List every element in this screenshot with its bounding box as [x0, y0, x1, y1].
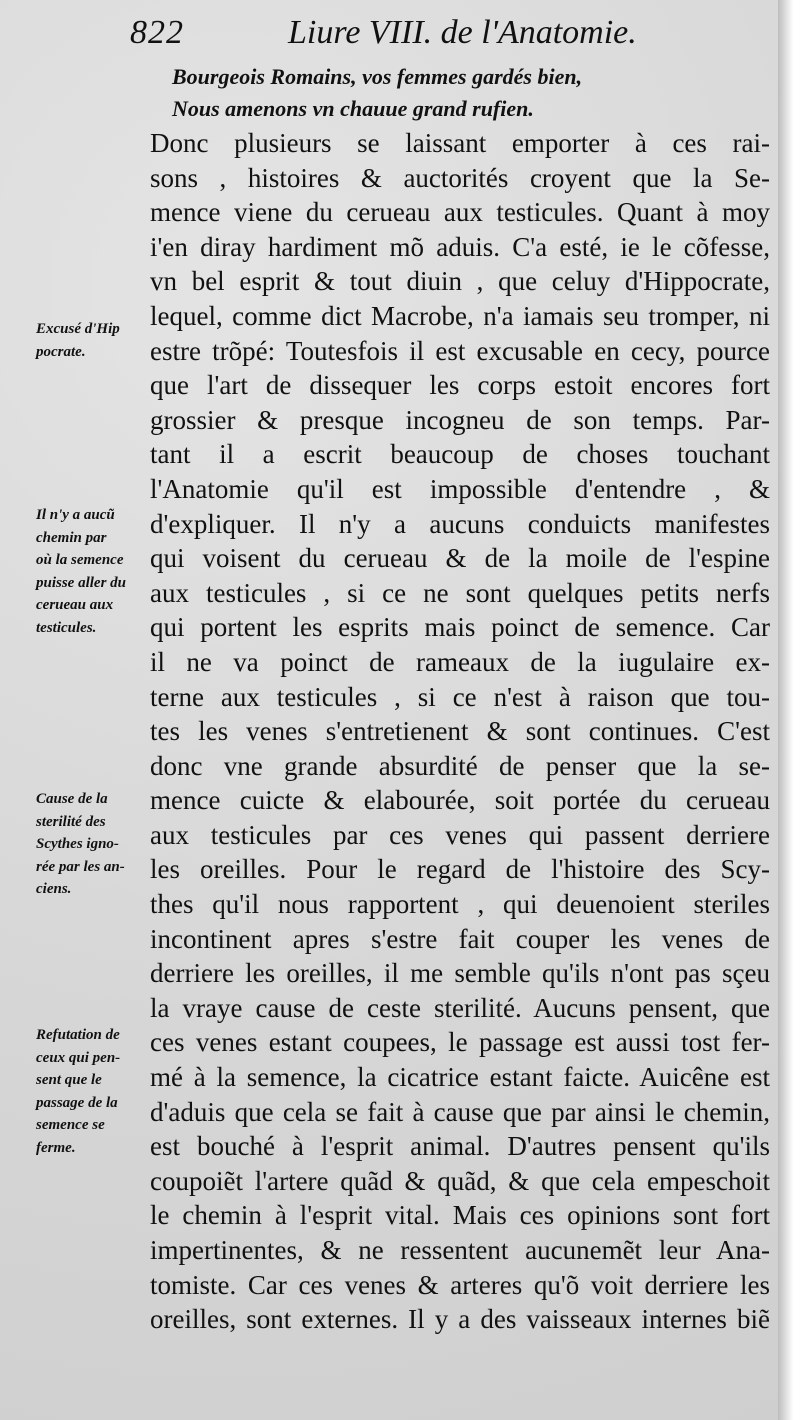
- body-line: terne aux testicules , si ce n'est à raison que tou-: [150, 681, 770, 712]
- body-line: l'Anatomie qu'il est impossible d'entendre , &: [150, 473, 770, 504]
- body-line: d'aduis que cela se fait à cause que par ainsi le chemin,: [150, 1096, 770, 1127]
- margin-note-line: passage de la: [36, 1094, 118, 1111]
- body-line: mence viene du cerueau aux testicules. Quant à moy: [150, 197, 770, 228]
- body-line: est bouché à l'esprit animal. D'autres pensent qu'ils: [150, 1131, 770, 1162]
- body-line: incontinent apres s'estre fait couper les venes de: [150, 923, 770, 954]
- body-line: Donc plusieurs se laissant emporter à ces rai-: [150, 128, 770, 158]
- body-line: donc vne grande absurdité de penser que la se-: [150, 750, 770, 781]
- body-text: [150, 126, 770, 1337]
- margin-note-line: où la semence: [36, 552, 124, 568]
- margin-note-line: testicules.: [36, 619, 97, 636]
- body-line: que l'art de dissequer les corps estoit encores fort: [150, 370, 770, 401]
- margin-note-line: chemin par: [36, 529, 107, 546]
- body-line: lequel, comme dict Macrobe, n'a iamais seu tromper, ni: [150, 300, 770, 331]
- body-line: impertinentes, & ne ressentent aucunemẽt leur Ana-: [150, 1235, 770, 1265]
- body-line: thes qu'il nous rapportent , qui deuenoient steriles: [150, 889, 770, 920]
- margin-note-line: Il n'y a aucũ: [36, 507, 115, 523]
- body-line: vn bel esprit & tout diuin , que celuy d'Hippocrate,: [150, 266, 770, 297]
- margin-note-line: Scythes igno-: [36, 836, 119, 852]
- running-head: Liure VIII. de l'Anatomie.: [288, 14, 637, 51]
- body-line: tomiste. Car ces venes & arteres qu'õ voit derriere les: [150, 1269, 770, 1300]
- body-line: oreilles, sont externes. Il y a des vaisseaux internes biẽ: [150, 1304, 770, 1335]
- verse-line-1: Bourgeois Romains, vos femmes gardés bien,: [172, 64, 583, 89]
- margin-note-line: pocrate.: [36, 343, 86, 360]
- body-line: estre trõpé: Toutesfois il est excusable en cecy, pource: [150, 335, 770, 366]
- body-line: ces venes estant coupees, le passage est aussi tost fer-: [150, 1027, 770, 1058]
- margin-note-line: rée par les an-: [36, 858, 125, 875]
- body-line: aux testicules par ces venes qui passent derriere: [150, 819, 770, 850]
- body-line: grossier & presque incogneu de son temps. Par-: [150, 404, 770, 435]
- margin-note-line: ciens.: [36, 881, 72, 897]
- margin-note-line: Excusé d'Hip: [36, 321, 120, 337]
- body-line: aux testicules , si ce ne sont quelques petits nerfs: [150, 577, 770, 608]
- body-line: le chemin à l'esprit vital. Mais ces opinions sont fort: [150, 1200, 770, 1231]
- body-line: i'en diray hardiment mõ aduis. C'a esté, ie le cõfesse,: [150, 231, 770, 262]
- margin-note-line: Refutation de: [36, 1027, 120, 1043]
- margin-note-excuse-hippocrate: [36, 318, 154, 363]
- margin-note-line: ferme.: [36, 1139, 76, 1156]
- page-edge: [778, 0, 800, 1420]
- body-line: il ne va poinct de rameaux de la iugulaire ex-: [150, 646, 770, 677]
- margin-note-refutation: [36, 1024, 154, 1159]
- body-line: les oreilles. Pour le regard de l'histoire des Scy-: [150, 854, 770, 885]
- page-header: [130, 14, 670, 62]
- margin-note-line: puisse aller du: [36, 574, 127, 591]
- margin-note-scythes: [36, 788, 154, 901]
- margin-note-line: sterilité des: [36, 813, 106, 830]
- body-line: mé à la semence, la cicatrice estant faicte. Auicêne est: [150, 1062, 770, 1093]
- body-line: la vraye cause de ceste sterilité. Aucuns pensent, que: [150, 992, 770, 1023]
- margin-note-line: cerueau aux: [36, 597, 114, 613]
- body-line: d'expliquer. Il n'y a aucuns conduicts manifestes: [150, 508, 770, 539]
- body-line: mence cuicte & elabourée, soit portée du cerueau: [150, 785, 770, 816]
- margin-note-line: sent que le: [36, 1072, 102, 1088]
- margin-note-line: ceux qui pen-: [36, 1049, 121, 1066]
- body-line: derriere les oreilles, il me semble qu'ils n'ont pas sçeu: [150, 958, 770, 989]
- body-line: qui voisent du cerueau & de la moile de l'espine: [150, 543, 770, 574]
- page-number: 822: [130, 14, 184, 51]
- body-line: coupoiẽt l'artere quãd & quãd, & que cela empeschoit: [150, 1165, 770, 1196]
- body-line: tant il a escrit beaucoup de choses touchant: [150, 439, 770, 470]
- body-line: sons , histoires & auctorités croyent que la Se-: [150, 162, 770, 193]
- margin-note-no-path: [36, 504, 154, 639]
- margin-note-line: semence se: [36, 1117, 105, 1133]
- margin-note-line: Cause de la: [36, 791, 108, 807]
- body-line: qui portent les esprits mais poinct de semence. Car: [150, 612, 770, 643]
- body-line: tes les venes s'entretienent & sont continues. C'est: [150, 716, 770, 747]
- verse-line-2: Nous amenons vn chauue grand rufien.: [172, 96, 534, 121]
